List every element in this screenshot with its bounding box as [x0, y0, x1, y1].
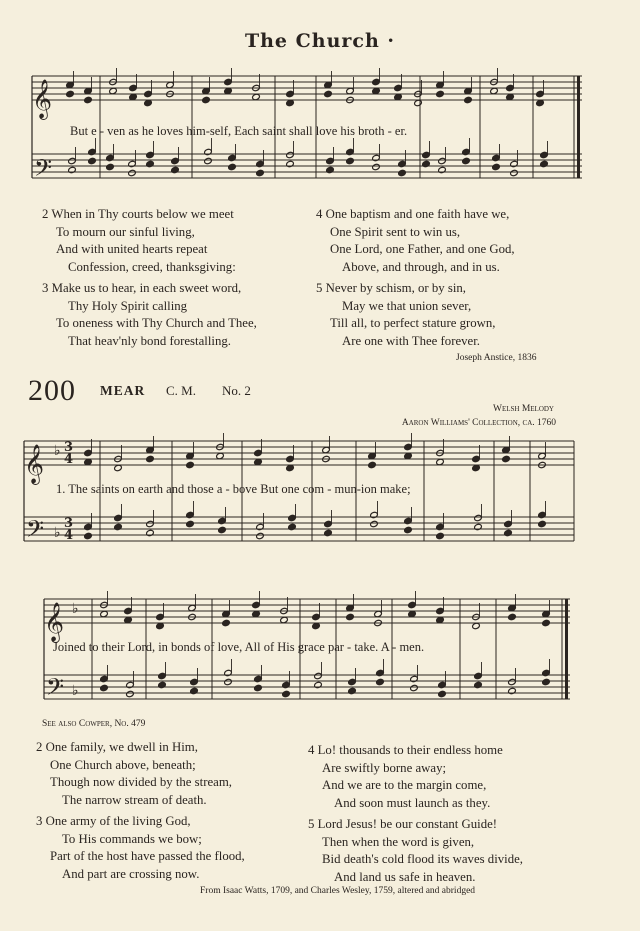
verse-line: Above, and through, and in us. — [342, 259, 500, 274]
verse-3 — [42, 280, 257, 350]
verse-block-right-200 — [308, 742, 523, 886]
verse-line: Though now divided by the stream, — [50, 775, 232, 789]
verse-line: Are one with Thee forever. — [342, 333, 480, 348]
source-collection: Aaron Williams' Collection, ca. 1760 — [401, 418, 556, 428]
verse-line: Part of the host have passed the flood, — [50, 849, 245, 863]
verse-line: 5 Lord Jesus! be our constant Guide! — [308, 817, 498, 831]
verse-block-left-200 — [36, 739, 245, 883]
lyrics-line-2: Joined to their Lord, in bonds of love, All of His grace par - take. A - men. — [53, 640, 425, 654]
verse-line: Are swiftly borne away; — [322, 760, 447, 775]
final-barline — [565, 599, 568, 699]
verse-3 — [36, 813, 245, 883]
note-heads — [84, 501, 547, 540]
verse-line: 4 One baptism and one faith have we, — [316, 207, 510, 221]
hymn-number: 200 — [28, 374, 76, 407]
svg-text:4: 4 — [64, 452, 74, 467]
note-heads — [84, 433, 547, 472]
flat-icon: ♭ — [72, 601, 79, 617]
verse-line: And we are to the margin come, — [322, 778, 487, 792]
verse-2 — [36, 739, 245, 809]
verse-line: One Spirit sent to win us, — [330, 224, 461, 239]
verse-line: Bid death's cold flood its waves divide, — [322, 852, 523, 866]
svg-text:3: 3 — [64, 440, 74, 455]
verse-line: 5 Never by schism, or by sin, — [316, 281, 466, 295]
time-signature — [64, 516, 73, 543]
note-heads — [100, 591, 551, 630]
verse-line: To mourn our sinful living, — [56, 224, 195, 239]
author-credit: Joseph Anstice, 1836 — [456, 353, 537, 363]
bass-clef-icon: 𝄢 — [26, 515, 45, 548]
bass-staff — [24, 517, 574, 541]
verse-line: Till all, to perfect stature grown, — [330, 316, 496, 330]
verse-4 — [316, 206, 515, 276]
verse-line: One Church above, beneath; — [50, 757, 196, 772]
verse-line: To oneness with Thy Church and Thee, — [56, 316, 257, 330]
flat-icon: ♭ — [72, 683, 79, 699]
verse-line: To His commands we bow; — [62, 831, 202, 846]
svg-text:3: 3 — [64, 516, 74, 531]
verse-line: That heav'nly bond forestalling. — [68, 333, 231, 348]
verse-5 — [316, 280, 515, 350]
verse-line: One Lord, one Father, and one God, — [330, 242, 515, 256]
treble-staff — [24, 441, 574, 465]
treble-clef-icon: 𝄞 — [32, 79, 53, 119]
lyrics-line-1: 1. The saints on earth and those a - bove But one com - mun-ion make; — [56, 482, 411, 496]
verse-line: 2 When in Thy courts below we meet — [42, 207, 234, 221]
section-title: The Church · — [244, 30, 396, 52]
see-also-note: See also Cowper, No. 479 — [42, 719, 146, 729]
verse-line: And soon must launch as they. — [334, 795, 491, 810]
verse-line: Then when the word is given, — [322, 834, 475, 849]
bass-clef-icon: 𝄢 — [34, 154, 53, 187]
verse-line: 4 Lo! thousands to their endless home — [308, 743, 503, 757]
time-signature — [64, 440, 73, 467]
note-heads — [68, 138, 549, 177]
verse-2 — [42, 206, 257, 276]
verse-line: 2 One family, we dwell in Him, — [36, 740, 198, 754]
verse-line: And part are crossing now. — [62, 866, 200, 881]
tune-number: No. 2 — [222, 383, 251, 398]
verse-line: Thy Holy Spirit calling — [68, 298, 188, 313]
verse-line: 3 Make us to hear, in each sweet word, — [42, 281, 242, 295]
meter: C. M. — [166, 383, 196, 398]
verse-line: The narrow stream of death. — [62, 792, 207, 807]
note-heads — [66, 68, 545, 107]
verse-line: And with united hearts repeat — [56, 242, 208, 256]
verse-5 — [308, 816, 523, 886]
verse-line: 3 One army of the living God, — [36, 814, 191, 828]
flat-icon: ♭ — [54, 525, 61, 541]
verse-line: And land us safe in heaven. — [334, 869, 476, 884]
note-heads — [100, 659, 551, 698]
flat-icon: ♭ — [54, 443, 61, 459]
verse-line: Confession, creed, thanksgiving: — [68, 259, 236, 274]
verse-block-right — [316, 206, 515, 350]
verse-4 — [308, 742, 523, 812]
tune-name: MEAR — [100, 383, 146, 398]
verse-block-left — [42, 206, 257, 350]
treble-clef-icon: 𝄞 — [44, 602, 65, 642]
author-credit-200: From Isaac Watts, 1709, and Charles Wesley, 1759, altered and abridged — [200, 886, 476, 896]
source-melody: Welsh Melody — [492, 404, 554, 414]
bass-staff — [44, 675, 570, 699]
bass-clef-icon: 𝄢 — [46, 673, 65, 706]
svg-text:4: 4 — [64, 528, 74, 543]
verse-line: May we that union sever, — [342, 298, 472, 313]
treble-clef-icon: 𝄞 — [24, 444, 45, 484]
lyrics-line: But e - ven as he loves him-self, Each saint shall love his broth - er. — [70, 124, 408, 138]
final-barline — [577, 76, 580, 178]
treble-staff — [44, 599, 570, 623]
